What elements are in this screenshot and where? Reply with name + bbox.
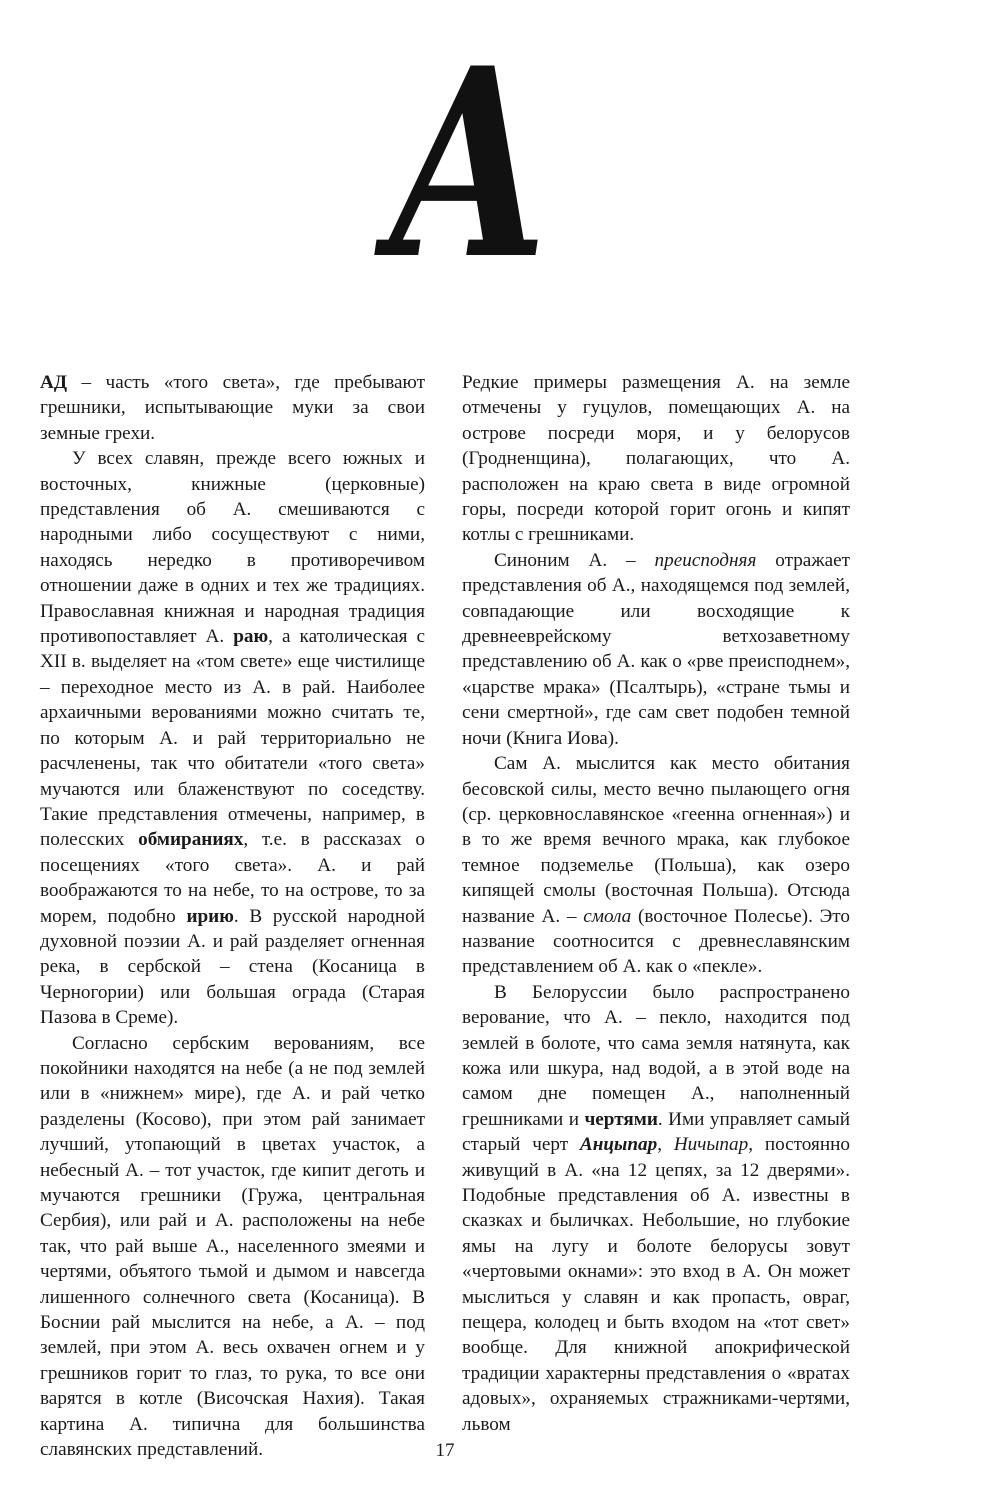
text-run: , т.е. в рассказах о посещениях «того света». А. и рай воображаются то на небе, то на острове, то за морем, подобно (40, 829, 425, 927)
paragraph-continued (462, 370, 850, 548)
paragraph (40, 1031, 425, 1463)
text-run: . Ими управляет самый старый черт (462, 1108, 850, 1156)
cross-reference-term: обмираниях (138, 829, 244, 851)
entry-term: АД (40, 372, 68, 393)
text-run: Согласно сербским верованиям, все покойники находятся на небе (а не под землей или в «нижнем» мире), где А. и рай четко разделены (Косово), при этом рай занимает лучший, утопающий в цветах участок, а небесный А. – тот участок, где кипит деготь и мучаются грешники (Гружа, центральная Сербия), или рай и А. расположены на небе так, что рай выше А., населенного змеями и чертями, объятого тьмой и дымом и навсегда лишенного солнечного света (Косаница). В Боснии рай мыслится на небе, а А. – под землей, при этом А. весь охвачен огнем и у грешников горит то глаз, то рука, то все они варятся в котле (Височская Нахия). Такая картина А. типична для большинства славянских представлений. (40, 1032, 425, 1461)
text-run: Синоним А. – (494, 549, 655, 571)
text-run: , а католическая с XII в. выделяет на «том свете» еще чистилище – переходное место из А. в рай. Наиболее архаичными верованиями можно считать те, по которым А. и рай территориально не расчленены, так что обитатели «того света» мучаются или блаженствуют по соседству. Такие представления отмечены, например, в полесских (40, 626, 425, 851)
entry-heading-paragraph (40, 370, 425, 446)
cross-reference-term: ирию (186, 905, 234, 927)
cross-reference-term: чертями (584, 1108, 658, 1130)
text-run: У всех славян, прежде всего южных и восточных, книжные (церковные) представления об А. смешиваются с народными либо сосуществуют с ними, находясь нередко в противоречивом отношении даже в одних и тех же традициях. Православная книжная и народная традиция противопоставляет А. (40, 448, 425, 648)
text-run: Сам А. мыслится как место обитания бесовской силы, место вечно пылающего огня (ср. церковнославянское «геенна огненная») и в то же время вечного мрака, как глубокое темное подземелье (Польша), как озеро кипящей смолы (восточная Польша). Отсюда название А. – (462, 753, 850, 927)
right-column (462, 370, 850, 1437)
character-name: Ничыпар (673, 1134, 749, 1156)
synonym-term: преисподняя (654, 549, 757, 571)
text-run: В Белоруссии было распространено верование, что А. – пекло, находится под землей в болоте, что сама земля натянута, как кожа или шкура, над водой, а в этой воде на самом дне помещен А., наполненный грешниками и (462, 981, 850, 1130)
paragraph (40, 446, 425, 1030)
entry-definition: – часть «того света», где пребывают грешники, испытывающие муки за свои земные грехи. (40, 372, 425, 444)
paragraph (462, 980, 850, 1437)
paragraph (462, 548, 850, 751)
page-number: 17 (435, 1440, 455, 1461)
paragraph (462, 751, 850, 980)
text-run: отражает представления об А., находящемся под землей, совпадающие или восходящие к древнееврейскому ветхозаветному представлению об А. как о «рве преисподнем», «царстве мрака» (Псалтырь), «стране тьмы и сени смертной», где сам свет подобен темной ночи (Книга Иова). (462, 549, 850, 749)
section-initial-letter: А (386, 12, 552, 317)
synonym-term: смола (583, 905, 632, 927)
text-run: . В русской народной духовной поэзии А. и рай разделяет огненная река, в сербской – стена (Косаница в Черногории) или большая ограда (Старая Пазова в Среме). (40, 905, 425, 1029)
text-run: , (657, 1134, 674, 1156)
text-run: Редкие примеры размещения А. на земле отмечены у гуцулов, помещающих А. на острове посреди моря, и у белорусов (Гродненщина), полагающих, что А. расположен на краю света в виде огромной горы, посреди которой горит огонь и кипят котлы с грешниками. (462, 372, 850, 546)
character-name: Анцыпар (579, 1134, 658, 1156)
text-run: , постоянно живущий в А. «на 12 цепях, за 12 дверями». Подобные представления об А. известны в сказках и быличках. Небольшие, но глубокие ямы на лугу и болоте белорусы зовут «чертовыми окнами»: это вход в А. Он может мыслиться у славян и как пропасть, овраг, пещера, колодец и быть входом на «тот свет» вообще. Для книжной апокрифической традиции характерны представления о «вратах адовых», охраняемых стражниками-чертями, львом (462, 1134, 850, 1435)
cross-reference-term: раю (233, 626, 269, 648)
text-run: (восточное Полесье). Это название соотносится с древнеславянским представлением об А. как о «пекле». (462, 905, 850, 978)
left-column (40, 370, 425, 1462)
